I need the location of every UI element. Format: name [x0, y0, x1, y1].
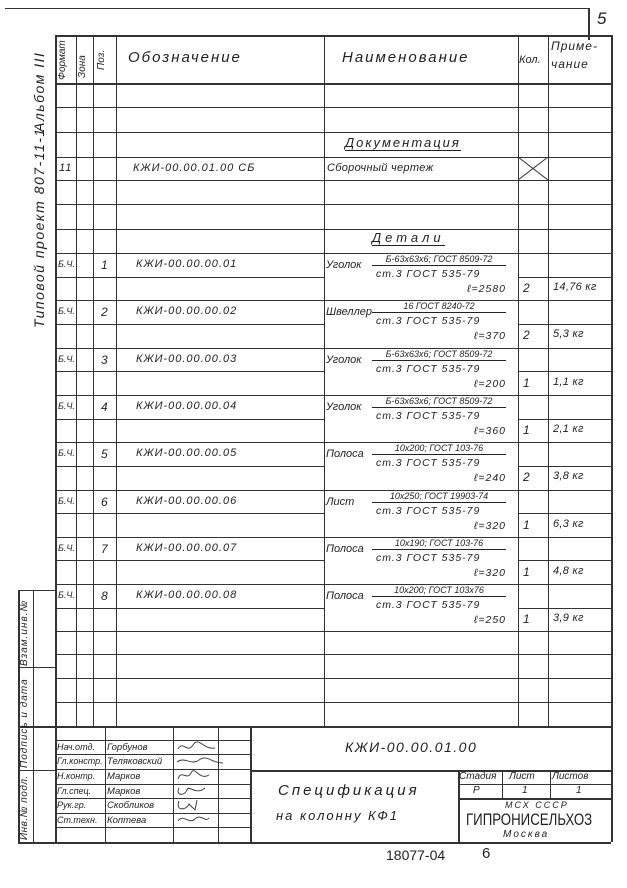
item-length: ℓ=240	[473, 472, 506, 485]
side-label-project: Типовой проект 807-11-1	[31, 127, 47, 328]
item-format: Б.Ч.	[58, 448, 75, 459]
doc-designation: КЖИ-00.00.01.00 СБ	[133, 162, 256, 174]
grid-line	[55, 35, 611, 37]
item-spec-material: ст.3 ГОСТ 535-79	[376, 551, 481, 564]
signature-icon	[175, 798, 223, 812]
item-name: Лист	[326, 495, 355, 508]
doc-name: Сборочный чертеж	[327, 162, 434, 174]
grid-line	[116, 35, 117, 726]
grid-line	[5, 8, 590, 9]
grid-line	[18, 667, 55, 668]
grid-line	[458, 784, 611, 785]
item-designation: КЖИ-00.00.00.02	[136, 305, 238, 318]
grid-line	[18, 590, 55, 591]
grid-line	[55, 371, 324, 372]
item-name: Уголок	[326, 259, 362, 271]
signature-icon	[175, 754, 223, 768]
item-spec-profile: Б-63х63х6; ГОСТ 8509-72	[372, 255, 506, 266]
order-number: 18077-04	[386, 847, 446, 863]
grid-line	[55, 253, 611, 254]
item-designation: КЖИ-00.00.00.05	[136, 447, 238, 460]
item-mass-note: 3,8 кг	[553, 470, 584, 483]
grid-line	[55, 608, 324, 609]
item-name: Уголок	[326, 353, 362, 366]
signer-role: Н.контр.	[57, 771, 96, 781]
item-format: Б.Ч.	[58, 353, 75, 364]
header-zone: Зона	[77, 55, 88, 78]
stamp-replace-inv: Взам.инв.№	[19, 599, 30, 666]
item-designation: КЖИ-00.00.00.06	[136, 494, 238, 507]
grid-line	[518, 371, 611, 372]
item-name: Швеллер	[326, 306, 373, 319]
item-spec-profile: Б-63х63х6; ГОСТ 8509-72	[372, 350, 506, 361]
grid-line	[518, 560, 611, 561]
item-length: ℓ=320	[473, 519, 506, 532]
stage-value: Р	[473, 785, 480, 796]
doc-format: 11	[59, 162, 73, 174]
grid-line	[93, 35, 94, 726]
item-mass-note: 5,3 кг	[553, 328, 584, 341]
signer-name: Теляковский	[107, 756, 163, 767]
sheets-label: Листов	[552, 771, 589, 782]
item-position: 1	[101, 258, 109, 272]
grid-line	[518, 513, 611, 514]
grid-line	[55, 83, 611, 85]
item-position: 4	[101, 399, 109, 414]
sheets-value: 1	[576, 785, 582, 796]
item-position: 5	[101, 447, 109, 462]
item-spec-profile: 16 ГОСТ 8240-72	[372, 302, 506, 313]
item-qty: 2	[523, 328, 531, 343]
item-designation: КЖИ-00.00.00.07	[136, 541, 238, 554]
item-qty: 1	[523, 517, 531, 532]
stamp-inv-orig: Инв.№ подл.	[19, 775, 30, 840]
grid-line	[55, 204, 611, 205]
grid-line	[55, 490, 611, 491]
grid-line	[518, 608, 611, 609]
signer-role: Гл.спец.	[57, 786, 92, 796]
signer-role: Рук.гр.	[57, 800, 87, 810]
stage-label: Стадия	[459, 771, 497, 782]
signer-role: Гл.констр.	[57, 756, 103, 766]
grid-line	[518, 324, 611, 325]
item-position: 3	[101, 352, 109, 367]
grid-line	[55, 300, 611, 301]
grid-line	[55, 229, 611, 230]
grid-line	[55, 654, 611, 655]
item-name: Полоса	[326, 590, 364, 603]
grid-line	[55, 584, 611, 585]
item-format: Б.Ч.	[58, 259, 75, 269]
header-format: Формат	[57, 40, 68, 80]
grid-line	[55, 107, 611, 108]
signer-name: Скобликов	[107, 800, 155, 811]
item-spec-profile: 10х190; ГОСТ 103-76	[372, 539, 506, 550]
item-qty: 2	[523, 470, 531, 485]
org-city: Москва	[503, 829, 550, 840]
sheet-value: 1	[522, 785, 528, 796]
signer-name: Коптева	[107, 815, 147, 826]
item-spec-profile: Б-63х63х6; ГОСТ 8509-72	[372, 397, 506, 408]
item-name: Уголок	[326, 400, 362, 413]
grid-line	[55, 324, 324, 325]
item-designation: КЖИ-00.00.00.04	[136, 399, 238, 412]
item-length: ℓ=250	[473, 614, 506, 627]
header-qty: Кол.	[519, 54, 541, 66]
signature-icon	[175, 769, 223, 783]
grid-line	[55, 631, 611, 632]
item-position: 8	[101, 589, 109, 604]
signature-icon	[175, 813, 223, 827]
item-qty: 1	[523, 422, 531, 437]
grid-line	[55, 277, 324, 278]
item-length: ℓ=2580	[467, 283, 506, 295]
item-qty: 2	[523, 281, 531, 295]
title-designation: КЖИ-00.00.01.00	[345, 739, 478, 755]
side-label-album: Альбом III	[31, 51, 47, 132]
item-length: ℓ=370	[473, 330, 506, 343]
sheet-number: 5	[597, 9, 607, 28]
item-position: 2	[101, 305, 109, 320]
item-mass-note: 4,8 кг	[553, 564, 584, 577]
grid-line	[55, 702, 611, 703]
item-spec-material: ст.3 ГОСТ 535-79	[376, 268, 481, 280]
item-spec-profile: 10х200; ГОСТ 103-76	[372, 444, 506, 455]
item-designation: КЖИ-00.00.00.03	[136, 352, 238, 365]
item-mass-note: 3,9 кг	[553, 612, 584, 625]
grid-line	[518, 277, 611, 278]
item-position: 7	[101, 541, 109, 556]
item-spec-material: ст.3 ГОСТ 535-79	[376, 315, 481, 328]
grid-line	[518, 35, 519, 726]
signer-name: Марков	[107, 771, 141, 782]
grid-line	[55, 466, 324, 467]
grid-line	[55, 827, 250, 828]
header-name: Наименование	[342, 49, 470, 66]
footer-page: 6	[482, 845, 491, 862]
item-mass-note: 1,1 кг	[553, 375, 584, 388]
title-line-2: на колонну КФ1	[276, 808, 399, 823]
signer-role: Ст.техн.	[57, 815, 98, 825]
signer-name: Горбунов	[107, 742, 148, 753]
grid-line	[18, 842, 611, 844]
grid-line	[55, 442, 611, 443]
grid-line	[33, 590, 34, 842]
org-ministry: МСХ СССР	[505, 800, 569, 810]
grid-line	[55, 678, 611, 679]
grid-line	[550, 770, 551, 798]
item-name: Полоса	[326, 542, 364, 555]
item-qty: 1	[523, 564, 531, 579]
item-mass-note: 6,3 кг	[553, 517, 584, 530]
item-format: Б.Ч.	[58, 306, 75, 317]
signer-role: Нач.отд.	[57, 742, 95, 752]
grid-line	[548, 35, 549, 726]
item-designation: КЖИ-00.00.00.08	[136, 589, 238, 602]
item-spec-profile: 10х250; ГОСТ 19903-74	[372, 492, 506, 503]
item-qty: 1	[523, 612, 531, 627]
stamp-sign-date: Подпись и дата	[19, 678, 30, 768]
grid-line	[55, 180, 611, 181]
grid-line	[55, 348, 611, 349]
grid-line	[611, 35, 613, 842]
signature-icon	[175, 740, 223, 754]
item-qty: 1	[523, 375, 531, 390]
title-line-1: Спецификация	[278, 782, 420, 799]
grid-line	[502, 770, 503, 798]
grid-line	[518, 419, 611, 420]
item-mass-note: 14,76 кг	[553, 281, 597, 293]
grid-line	[324, 35, 325, 726]
item-format: Б.Ч.	[58, 590, 75, 601]
grid-line	[55, 419, 324, 420]
signer-name: Марков	[107, 786, 141, 797]
item-name: Полоса	[326, 448, 364, 461]
org-name: ГИПРОНИСЕЛЬХОЗ	[466, 810, 593, 829]
signature-icon	[175, 784, 223, 798]
header-note-1: Приме-	[551, 39, 598, 53]
grid-line	[55, 537, 611, 538]
qty-not-applicable-cross-icon	[518, 157, 548, 180]
item-length: ℓ=360	[473, 424, 506, 437]
grid-line	[18, 770, 55, 771]
item-format: Б.Ч.	[58, 400, 75, 411]
grid-line	[55, 132, 611, 133]
item-spec-material: ст.3 ГОСТ 535-79	[376, 599, 481, 612]
section-details: Детали	[372, 230, 445, 245]
item-spec-material: ст.3 ГОСТ 535-79	[376, 409, 481, 422]
item-format: Б.Ч.	[58, 495, 75, 506]
item-spec-material: ст.3 ГОСТ 535-79	[376, 504, 481, 517]
grid-line	[55, 395, 611, 396]
header-designation: Обозначение	[128, 49, 242, 66]
header-pos: Поз.	[96, 49, 107, 70]
grid-line	[55, 560, 324, 561]
item-format: Б.Ч.	[58, 542, 75, 553]
grid-line	[18, 726, 611, 728]
sheet-label: Лист	[509, 771, 535, 782]
grid-line	[250, 726, 252, 842]
item-position: 6	[101, 494, 109, 509]
item-designation: КЖИ-00.00.00.01	[136, 258, 238, 270]
grid-line	[518, 466, 611, 467]
header-note-2: чание	[551, 57, 589, 71]
item-spec-material: ст.3 ГОСТ 535-79	[376, 362, 481, 375]
grid-line	[55, 513, 324, 514]
item-spec-profile: 10х200; ГОСТ 103х76	[372, 586, 506, 597]
section-documentation: Документация	[345, 135, 461, 150]
item-length: ℓ=200	[473, 377, 506, 390]
grid-line	[76, 35, 77, 726]
item-mass-note: 2,1 кг	[553, 422, 584, 435]
item-spec-material: ст.3 ГОСТ 535-79	[376, 457, 481, 470]
item-length: ℓ=320	[473, 566, 506, 579]
